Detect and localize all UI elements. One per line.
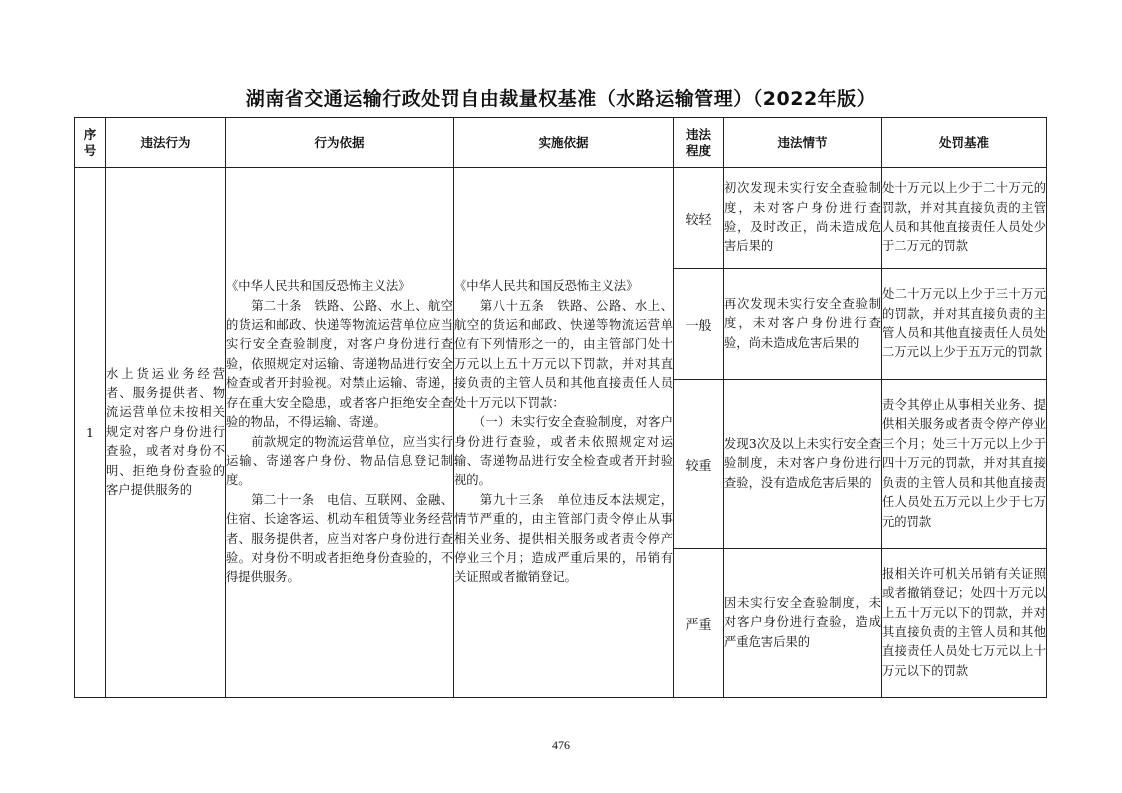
- situation-general: 再次发现未实行安全查验制度，未对客户身份进行查验，尚未造成危害后果的: [724, 269, 882, 380]
- penalty-general: 处二十万元以上少于三十万元的罚款，并对其直接负责的主管人员和其他直接责任人员处二万元以上少于五万元的罚款: [882, 269, 1047, 380]
- degree-severe: 严重: [674, 549, 724, 698]
- penalty-serious: 责令其停止从事相关业务、提供相关服务或者责令停产停业三个月；处三十万元以上少于四十万元的罚款，并对其直接负责的主管人员和其他直接责任人员处五万元以上少于七万元的罚款: [882, 380, 1047, 549]
- header-index: 序 号: [75, 118, 106, 168]
- degree-serious: 较重: [674, 380, 724, 549]
- enforcement-basis-cell: 《中华人民共和国反恐怖主义法》 第八十五条 铁路、公路、水上、航空的货运和邮政、快递等物流运营单位有下列情形之一的，由主管部门处十万元以上五十万元以下罚款，并对其直接负责的主管人员和其他直接责任人员处十万元以下罚款： （一）未实行安全查验制度，对客户身份进行查验，或者未依照规定对运输、寄递物品进行安全检查或者开封验视的。 第九十三条 单位违反本法规定，情节严重的，由主管部门责令停止从事相关业务、提供相关服务或者责令停产停业三个月；造成严重后果的，吊销有关证照或者撤销登记。: [454, 168, 674, 698]
- table-row: [75, 168, 1047, 269]
- header-enforcement-basis: 实施依据: [454, 118, 674, 168]
- document-title: 湖南省交通运输行政处罚自由裁量权基准（水路运输管理）（2022年版）: [245, 88, 877, 110]
- page-number: 476: [552, 738, 570, 752]
- penalty-standard-table: [74, 117, 1047, 698]
- situation-severe: 因未实行安全查验制度，未对客户身份进行查验，造成严重危害后果的: [724, 549, 882, 698]
- header-violation-act: 违法行为: [106, 118, 226, 168]
- degree-general: 一般: [674, 269, 724, 380]
- penalty-severe: 报相关许可机关吊销有关证照或者撤销登记；处四十万元以上五十万元以下的罚款，并对其直接负责的主管人员和其他直接责任人员处七万元以上十万元以下的罚款: [882, 549, 1047, 698]
- penalty-minor: 处十万元以上少于二十万元的罚款，并对其直接负责的主管人员和其他直接责任人员处少于二万元的罚款: [882, 168, 1047, 269]
- header-act-basis: 行为依据: [226, 118, 454, 168]
- degree-minor: 较轻: [674, 168, 724, 269]
- table-header-row: [75, 118, 1047, 168]
- row-index: 1: [75, 168, 106, 698]
- act-basis-cell: 《中华人民共和国反恐怖主义法》 第二十条 铁路、公路、水上、航空的货运和邮政、快递等物流运营单位应当实行安全查验制度，对客户身份进行查验，依照规定对运输、寄递物品进行安全检查或者开封验视。对禁止运输、寄递，存在重大安全隐患，或者客户拒绝安全查验的物品，不得运输、寄递。 前款规定的物流运营单位，应当实行运输、寄递客户身份、物品信息登记制度。 第二十一条 电信、互联网、金融、住宿、长途客运、机动车租赁等业务经营者、服务提供者，应当对客户身份进行查验。对身份不明或者拒绝身份查验的，不得提供服务。: [226, 168, 454, 698]
- header-violation-situation: 违法情节: [724, 118, 882, 168]
- situation-minor: 初次发现未实行安全查验制度，未对客户身份进行查验，及时改正，尚未造成危害后果的: [724, 168, 882, 269]
- header-violation-degree: 违法 程度: [674, 118, 724, 168]
- header-penalty-standard: 处罚基准: [882, 118, 1047, 168]
- violation-act-cell: 水上货运业务经营者、服务提供者、物流运营单位未按相关规定对客户身份进行查验，或者对身份不明、拒绝身份查验的客户提供服务的: [106, 168, 226, 698]
- situation-serious: 发现3次及以上未实行安全查验制度，未对客户身份进行查验，没有造成危害后果的: [724, 380, 882, 549]
